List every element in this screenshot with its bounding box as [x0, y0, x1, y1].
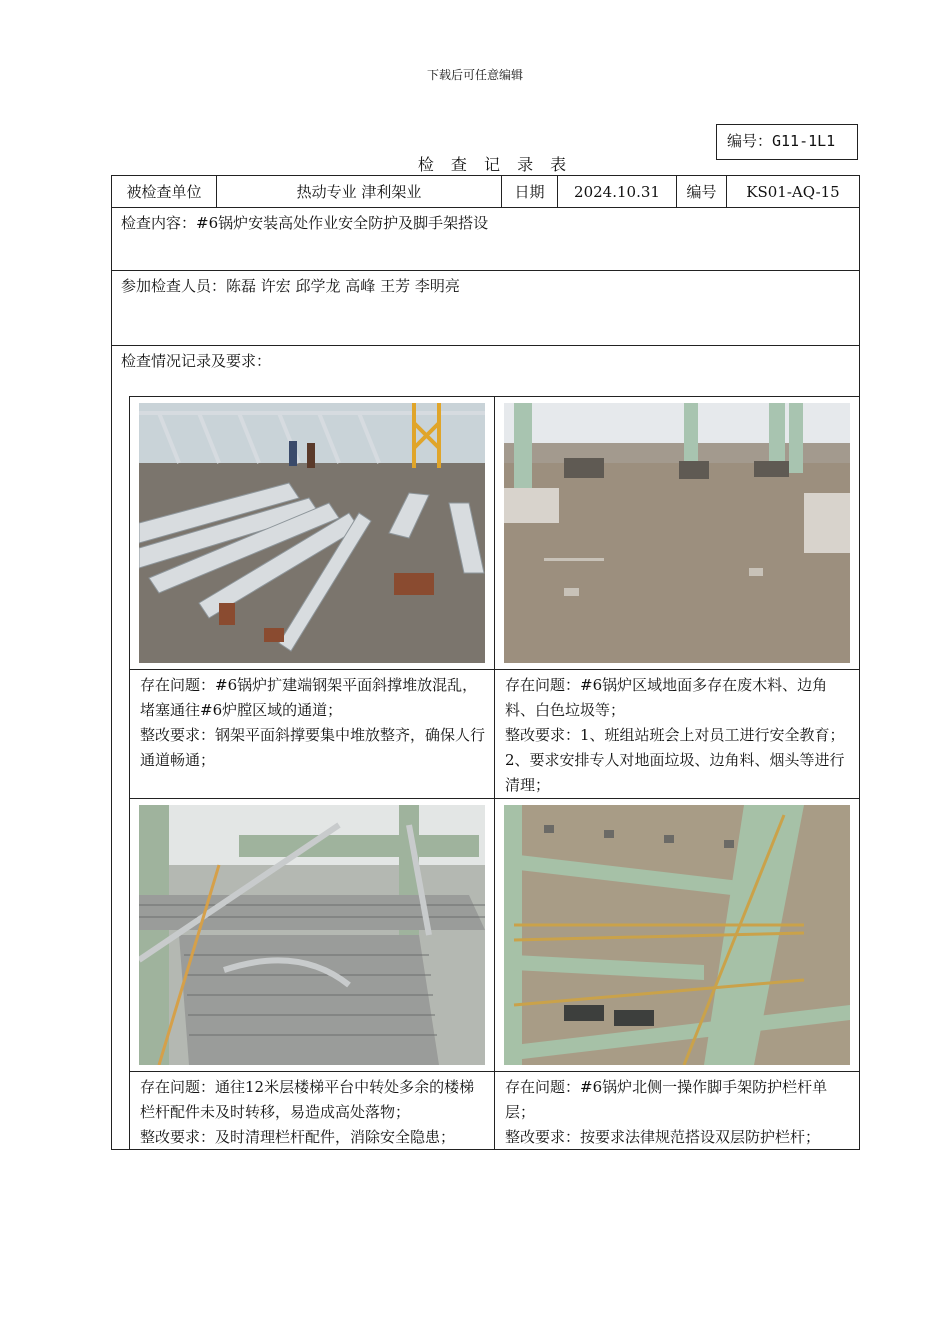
inspection-staff: 参加检查人员：陈磊 许宏 邱学龙 高峰 王芳 李明亮: [112, 271, 859, 346]
number-label: 编号: [677, 176, 727, 207]
date-value: 2024.10.31: [558, 176, 677, 207]
issue-cell-4: [495, 1072, 860, 1149]
photo-scaffold-railing: [495, 799, 860, 1072]
problem-text: 存在问题：通往12米层楼梯平台中转处多余的楼梯栏杆配件未及时转移，易造成高处落物；: [140, 1078, 475, 1121]
photo-stair-platform: [130, 799, 495, 1072]
form-title: 检 查 记 录 表: [417, 155, 573, 174]
requirement-text: 整改要求：1、班组站班会上对员工进行安全教育；2、要求安排专人对地面垃圾、边角料、烟头等进行清理；: [505, 726, 845, 794]
issue-cell-3: [130, 1072, 495, 1149]
issue-cell-2: [495, 670, 860, 799]
requirement-text: 整改要求：及时清理栏杆配件，消除安全隐患；: [140, 1128, 456, 1146]
problem-text: 存在问题：#6锅炉区域地面多存在废木料、边角料、白色垃圾等；: [505, 676, 828, 719]
header-note: 下载后可任意编辑: [426, 68, 523, 82]
document-code-box: 编号：G11-1L1: [716, 124, 858, 160]
info-row: [112, 176, 859, 208]
photo-ground-debris: [495, 397, 860, 670]
unit-value: 热动专业 津利架业: [217, 176, 502, 207]
requirement-text: 整改要求：按要求法律规范搭设双层防护栏杆；: [505, 1128, 821, 1146]
problem-text: 存在问题：#6锅炉扩建端钢架平面斜撑堆放混乱，堵塞通往#6炉膛区域的通道；: [140, 676, 478, 719]
photo-steel-braces: [130, 397, 495, 670]
date-label: 日期: [502, 176, 558, 207]
problem-text: 存在问题：#6锅炉北侧一操作脚手架防护栏杆单层；: [505, 1078, 828, 1121]
requirement-text: 整改要求：钢架平面斜撑要集中堆放整齐，确保人行通道畅通；: [140, 726, 486, 769]
record-label: 检查情况记录及要求：: [121, 352, 272, 370]
issue-cell-1: [130, 670, 495, 799]
inspection-content: 检查内容：#6锅炉安装高处作业安全防护及脚手架搭设: [112, 208, 859, 271]
photo-grid: [129, 396, 859, 1149]
inspection-table: [111, 175, 860, 1150]
unit-label: 被检查单位: [112, 176, 217, 207]
number-value: KS01-AQ-15: [746, 182, 840, 201]
